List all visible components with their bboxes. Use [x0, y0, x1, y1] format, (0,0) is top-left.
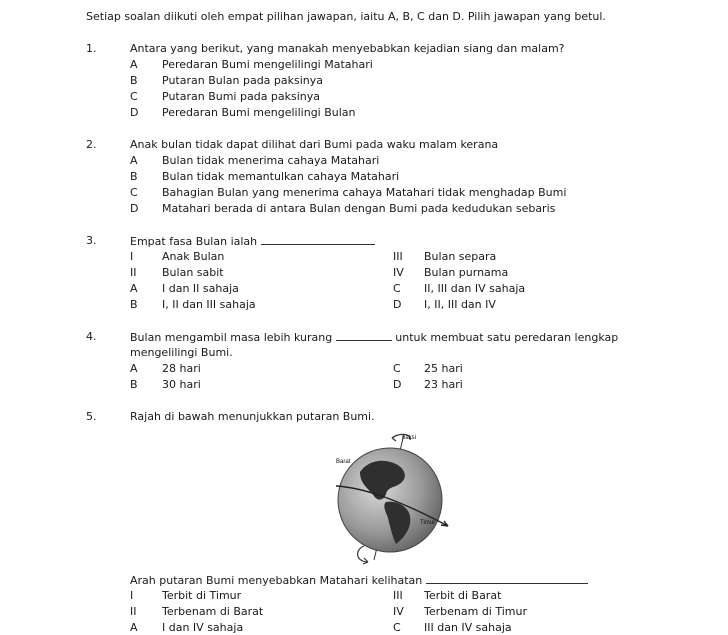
item-label: IV	[393, 605, 404, 618]
option-label: A	[130, 58, 138, 71]
item-text: Terbenam di Barat	[162, 605, 264, 618]
option-label: D	[130, 202, 139, 215]
item-label: IV	[393, 266, 404, 279]
question-number: 4.	[86, 330, 97, 343]
option-text: Bahagian Bulan yang menerima cahaya Matahari tidak menghadap Bumi	[162, 186, 567, 199]
option-text: Putaran Bumi pada paksinya	[162, 90, 321, 103]
option-text: 25 hari	[424, 362, 463, 375]
item-text: Terbenam di Timur	[424, 605, 527, 618]
question-stem: Antara yang berikut, yang manakah menyebabkan kejadian siang dan malam?	[130, 42, 565, 55]
option-text: I, II dan III sahaja	[162, 298, 256, 311]
question-stem: Rajah di bawah menunjukkan putaran Bumi.	[130, 410, 375, 423]
option-text: 23 hari	[424, 378, 463, 391]
option-label: C	[393, 621, 401, 634]
question-stem-2	[130, 573, 588, 588]
item-label: II	[130, 605, 137, 618]
option-label: D	[393, 298, 402, 311]
option-label: B	[130, 298, 138, 311]
option-label: C	[393, 282, 401, 295]
option-label: C	[393, 362, 401, 375]
option-text: Putaran Bulan pada paksinya	[162, 74, 324, 87]
option-text: II, III dan IV sahaja	[424, 282, 526, 295]
option-label: A	[130, 154, 138, 167]
item-label: III	[393, 250, 403, 263]
option-label: A	[130, 621, 138, 634]
option-label: C	[130, 90, 138, 103]
option-label: B	[130, 170, 138, 183]
answer-blank	[261, 234, 375, 245]
option-text: III dan IV sahaja	[424, 621, 512, 634]
option-text: 30 hari	[162, 378, 201, 391]
question-number: 5.	[86, 410, 97, 423]
option-text: I, II, III dan IV	[424, 298, 496, 311]
item-text: Bulan sabit	[162, 266, 224, 279]
earth-rotation-diagram	[330, 428, 450, 568]
question-stem-text: Empat fasa Bulan ialah	[130, 235, 258, 248]
question-number: 2.	[86, 138, 97, 151]
question-stem	[130, 330, 618, 345]
question-stem: Anak bulan tidak dapat dilihat dari Bumi pada waku malam kerana	[130, 138, 499, 151]
question-stem-line2: mengelilingi Bumi.	[130, 346, 233, 359]
question-number: 1.	[86, 42, 97, 55]
axis-label: paksi	[402, 435, 417, 441]
option-text: Bulan tidak memantulkan cahaya Matahari	[162, 170, 400, 183]
option-text: Bulan tidak menerima cahaya Matahari	[162, 154, 380, 167]
answer-blank	[336, 330, 392, 341]
option-text: Peredaran Bumi mengelilingi Matahari	[162, 58, 373, 71]
instructions: Setiap soalan diikuti oleh empat pilihan jawapan, iaitu A, B, C dan D. Pilih jawapan yang betul.	[86, 10, 606, 23]
item-label: III	[393, 589, 403, 602]
item-text: Anak Bulan	[162, 250, 225, 263]
option-label: B	[130, 74, 138, 87]
option-text: I dan IV sahaja	[162, 621, 244, 634]
item-text: Terbit di Timur	[162, 589, 242, 602]
item-label: I	[130, 589, 134, 602]
arrowhead-icon	[392, 435, 397, 441]
item-text: Bulan purnama	[424, 266, 509, 279]
answer-blank	[426, 573, 588, 584]
option-label: D	[393, 378, 402, 391]
option-text: I dan II sahaja	[162, 282, 239, 295]
item-label: I	[130, 250, 134, 263]
option-label: A	[130, 282, 138, 295]
option-label: A	[130, 362, 138, 375]
option-text: 28 hari	[162, 362, 201, 375]
question-stem-text: untuk membuat satu peredaran lengkap	[395, 331, 619, 344]
item-label: II	[130, 266, 137, 279]
option-label: D	[130, 106, 139, 119]
question-number: 3.	[86, 234, 97, 247]
east-label: Timur	[420, 520, 436, 526]
option-text: Peredaran Bumi mengelilingi Bulan	[162, 106, 356, 119]
item-text: Bulan separa	[424, 250, 497, 263]
question-stem-text: Bulan mengambil masa lebih kurang	[130, 331, 333, 344]
west-label: Barat	[336, 459, 351, 465]
item-text: Terbit di Barat	[424, 589, 502, 602]
question-stem-text: Arah putaran Bumi menyebabkan Matahari kelihatan	[130, 574, 423, 587]
option-label: B	[130, 378, 138, 391]
option-label: C	[130, 186, 138, 199]
question-stem	[130, 234, 375, 249]
option-text: Matahari berada di antara Bulan dengan Bumi pada kedudukan sebaris	[162, 202, 556, 215]
